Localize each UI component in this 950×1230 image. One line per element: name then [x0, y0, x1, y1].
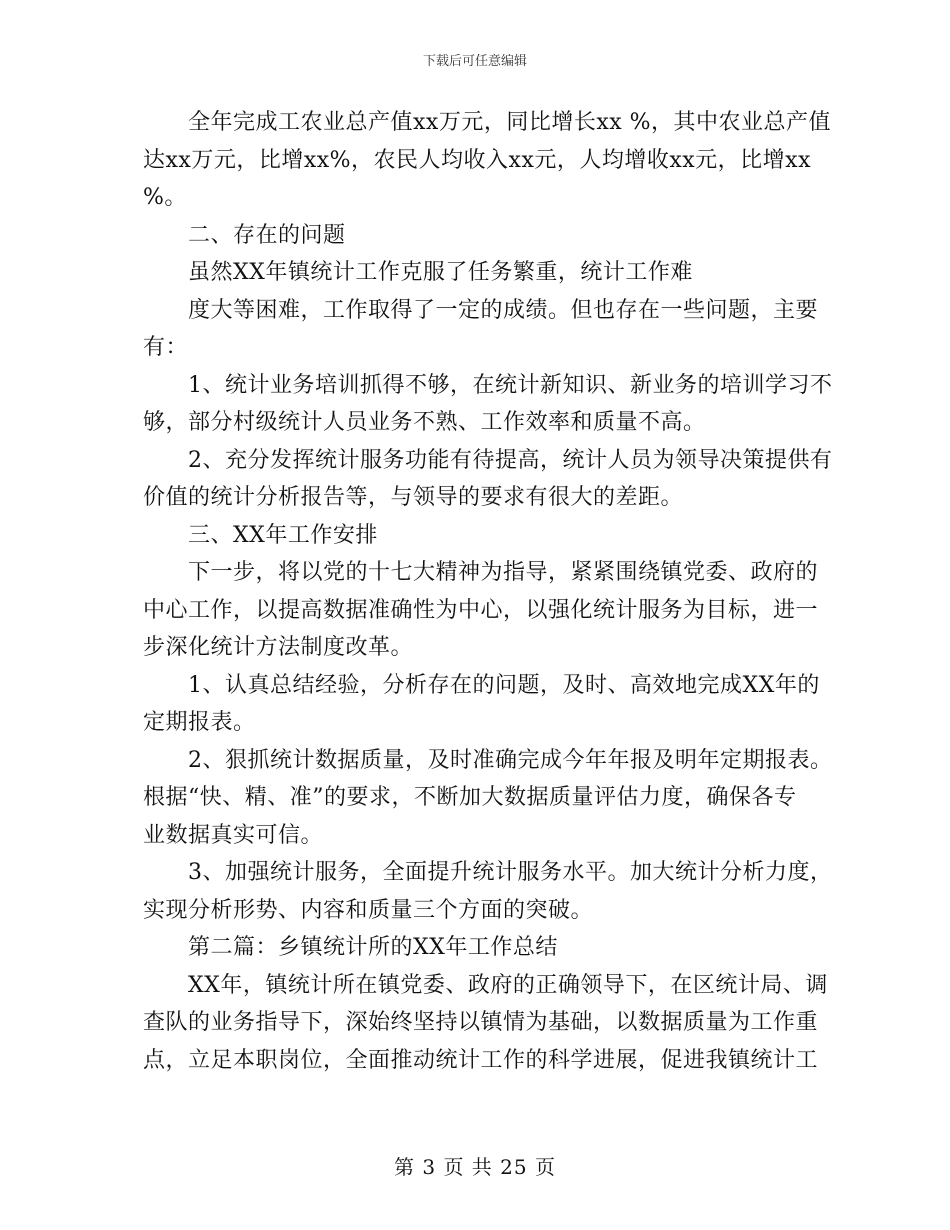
text-line: 点，立足本职岗位，全面推动统计工作的科学进展，促进我镇统计工 [143, 1047, 819, 1073]
text-line: 查队的业务指导下，深始终坚持以镇情为基础，以数据质量为工作重 [143, 1010, 819, 1035]
text-line: 有： [143, 335, 189, 360]
document-body [143, 104, 833, 1079]
text-line: 下一步，将以党的十七大精神为指导，紧紧围绕镇党委、政府的 [188, 560, 819, 585]
text-line: 度大等困难，工作取得了一定的成绩。但也存在一些问题，主要 [188, 297, 819, 323]
section-heading: 三、XX年工作安排 [188, 522, 378, 548]
text-line: 达xx万元，比增xx%，农民人均收入xx元，人均增收xx元，比增xx [143, 147, 811, 173]
list-item-line: 2、狠抓统计数据质量，及时准确完成今年年报及明年定期报表。 [188, 747, 833, 773]
text-line: XX年，镇统计所在镇党委、政府的正确领导下，在区统计局、调 [188, 972, 828, 998]
page-header: 下载后可任意编辑 [422, 54, 527, 69]
list-item-line: 1、统计业务培训抓得不够，在统计新知识、新业务的培训学习不 [188, 372, 833, 398]
section-heading: 第二篇：乡镇统计所的XX年工作总结 [188, 935, 558, 960]
list-item-line: 1、认真总结经验，分析存在的问题，及时、高效地完成XX年的 [188, 672, 820, 698]
list-item-line: 定期报表。 [143, 710, 256, 735]
list-item-line: 3、加强统计服务，全面提升统计服务水平。加大统计分析力度， [188, 860, 833, 885]
list-item-line: 2、充分发挥统计服务功能有待提高，统计人员为领导决策提供有 [188, 447, 833, 473]
text-line: 虽然XX年镇统计工作克服了任务繁重，统计工作难 [188, 260, 693, 285]
text-line: %。 [143, 185, 187, 210]
text-line: 步深化统计方法制度改革。 [143, 635, 414, 660]
list-item-line: 价值的统计分析报告等，与领导的要求有很大的差距。 [143, 485, 684, 510]
text-line: 中心工作，以提高数据准确性为中心，以强化统计服务为目标，进一 [143, 597, 819, 623]
page-footer: 第 3 页 共 25 页 [394, 1155, 556, 1179]
list-item-line: 实现分析形势、内容和质量三个方面的突破。 [143, 897, 594, 923]
list-item-line: 业数据真实可信。 [143, 822, 324, 848]
list-item-line: 够，部分村级统计人员业务不熟、工作效率和质量不高。 [143, 410, 706, 435]
list-item-line: 根据“快、精、准”的要求，不断加大数据质量评估力度，确保各专 [143, 785, 797, 810]
text-line: 全年完成工农业总产值xx万元，同比增长xx %，其中农业总产值 [188, 110, 832, 135]
section-heading: 二、存在的问题 [188, 222, 346, 248]
